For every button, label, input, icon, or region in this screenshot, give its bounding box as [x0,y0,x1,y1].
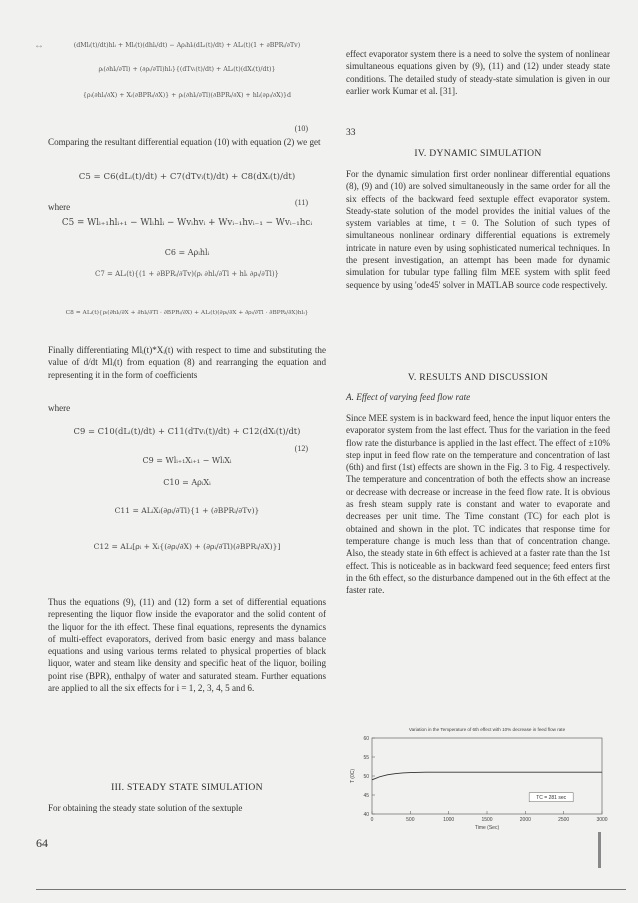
reference-marker: 33 [346,128,356,138]
paragraph-steady-state-start: For obtaining the steady state solution of the sextuple [48,803,243,813]
paragraph-dynamic-simulation: For the dynamic simulation first order nonlinear differential equations (8), (9) and (10) are solved simultaneously in the same order for all the six effects of the backward feed sextuple effect evaporator system. Steady-state solution of the model provides the initial values of the system variables at time, t = 0. The Solution of such types of simultaneous nonlinear ordinary differential equations is extremely intricate in nature even by using sophisticated numerical techniques. In the present investigation, an attempt has been made for dynamic simulation for tubular type falling film MEE system with split feed sequence by using 'ode45' solver in MATLAB source code respectively. [346,169,610,290]
equation-c7: C7 = ALᵢ(t){(1 + ∂BPRᵢ/∂Tv)(ρᵢ ∂hlᵢ/∂Tl + hlᵢ ∂ρᵢ/∂Tl)} [95,270,279,278]
equation-c5-definition: C5 = Wlᵢ₊₁hlᵢ₊₁ − Wlᵢhlᵢ − Wvᵢhvᵢ + Wvᵢ₋₁hvᵢ₋₁ − Wvᵢ₋₁hcᵢ [61,218,313,228]
y-axis-label: T (0C) [350,768,356,784]
x-tick-label: 0 [370,817,374,823]
equation-block-line-3: {ρᵢ(∂hlᵢ/∂X) + Xᵢ(∂BPRᵢ/∂X)} + ρᵢ(∂hlᵢ/∂Tl)(∂BPRᵢ/∂X) + hlᵢ(∂ρᵢ/∂X)}d [82,92,292,99]
page-edge-bar [598,832,601,868]
paragraph-finally: Finally differentiating Mlᵢ(t)*Xᵢ(t) with respect to time and substituting the value of d/dt Mlᵢ(t) from equation (8) and rearranging the equation and representing it in the form of coefficients [48,345,326,380]
y-tick-label: 60 [363,736,369,742]
equation-c11: C11 = ALᵢXᵢ(∂ρᵢ/∂Tl){1 + (∂BPRᵢ/∂Tv)} [114,506,260,515]
page-bottom-rule [36,889,626,890]
y-tick-label: 45 [363,793,369,799]
x-tick-label: 2000 [519,817,531,823]
x-tick-label: 1000 [443,817,455,823]
paragraph-results: Since MEE system is in backward feed, hence the input liquor enters the evaporator system from the last effect. Thus for the variation in the feed flow rate the disturbance is applied in the last effect. The effect of ±10% step input in feed flow rate on the temperature and concentration of last (6th) and first (1st) effects are shown in the Fig. 3 to Fig. 4 respectively. The temperature and concentration of both the effects show an increase or decrease with decrease or increase in the feed flow rate. It is obvious as fresh steam supply rate is constant and water to evaporate and decreases per unit time. The Time constant (TC) for each plot is obtained and shown in the plot. TC indicates that response time for temperature change is much less than that of concentration change. Also, the steady state in 6th effect is achieved at a faster rate than the 1st effect. This is noticeable as in backward feed sequence; feed enters first in the 6th effect, so the disturbance dampened out in the 6th effect at the faster rate. [346,413,610,596]
chart-title: Variation in the Temperature of 6th effect with 10% decrease in feed flow rate [408,727,566,732]
x-tick-label: 2500 [558,817,570,823]
y-tick-label: 40 [363,812,369,818]
section-heading-results: V. RESULTS AND DISCUSSION [407,372,549,383]
equation-c6: C6 = Aρᵢhlᵢ [164,248,210,257]
equation-number-10: (10) [294,124,308,133]
equation-c8: C8 = ALᵢ(t){ρᵢ(∂hlᵢ/∂X + ∂hlᵢ/∂Tl · ∂BPRᵢ/∂X) + ALᵢ(t)(∂ρᵢ/∂X + ∂ρᵢ/∂Tl · ∂BPRᵢ/∂X)hlᵢ} [65,310,309,316]
section-heading-steady-state: III. STEADY STATE SIMULATION [111,782,263,793]
x-tick-label: 1500 [481,817,493,823]
equation-c12: C12 = ALᵢ[ρᵢ + Xᵢ{(∂ρᵢ/∂X) + (∂ρᵢ/∂Tl)(∂BPRᵢ/∂X)}] [93,542,281,551]
plot-frame [372,738,602,814]
equation-number-12: (12) [294,444,308,453]
equation-block-line-2: ρᵢ(∂hlᵢ/∂Tl) + (∂ρᵢ/∂Tl)hlᵢ}{(dTvᵢ(t)/dt) + ALᵢ(t)(dXᵢ(t)/dt)} [98,66,276,73]
paragraph-thus: Thus the equations (9), (11) and (12) form a set of differential equations representing the liquor flow inside the evaporator and the solid content of the liquor for the ith effect. These final equations, represents the dynamics of multi-effect evaporators, derived from basic energy and mass balance equations and using various terms related to physical properties of black liquor, water and steam like density and specific heat of the liquor, boiling point rise (BPR), enthalpy of water and saturated steam. Further equations are applied to all the six effects for i = 1, 2, 3, 4, 5 and 6. [48,597,326,694]
y-tick-label: 55 [363,755,369,761]
equation-block-line-1: (dMlᵢ(t)/dt)hlᵢ + Mlᵢ(t)(dhlᵢ/dt) − Aρᵢhlᵢ(dLᵢ(t)/dt) + ALᵢ(t)(1 + ∂BPRᵢ/∂Tv) [73,42,301,49]
paragraph-comparing: Comparing the resultant differential equation (10) with equation (2) we get [48,137,321,147]
equation-c10: C10 = AρᵢXᵢ [163,478,211,487]
x-tick-label: 3000 [596,817,608,823]
equation-c9-definition: C9 = Wlᵢ₊₁Xᵢ₊₁ − WlᵢXᵢ [142,456,232,465]
where-label-2: where [48,403,71,413]
equation-c9: C9 = C10(dLᵢ(t)/dt) + C11(dTvᵢ(t)/dt) + C12(dXᵢ(t)/dt) [73,426,301,436]
equation-number-11: (11) [294,198,308,207]
paragraph-effect-evaporator: effect evaporator system there is a need to solve the system of nonlinear simultaneous equations given by (9), (11) and (12) under steady state conditions. The detailed study of steady-state simulation is given in our earlier work Kumar et al. [31]. [346,49,610,96]
subsection-heading-feed-flow: A. Effect of varying feed flow rate [346,392,471,402]
y-tick-label: 50 [363,774,369,780]
chart-svg [346,724,610,836]
x-tick-label: 500 [406,817,415,823]
annotation-text: TC = 281 sec [536,795,567,802]
margin-mark: ↔ [34,40,44,51]
where-label-1: where [48,202,71,212]
series-line [372,772,602,780]
x-axis-label: Time (Sec) [474,825,500,831]
page-number: 64 [36,836,48,850]
equation-c5: C5 = C6(dLᵢ(t)/dt) + C7(dTvᵢ(t)/dt) + C8(dXᵢ(t)/dt) [78,172,296,182]
temperature-chart [346,724,610,836]
section-heading-dynamic-simulation: IV. DYNAMIC SIMULATION [414,148,542,159]
